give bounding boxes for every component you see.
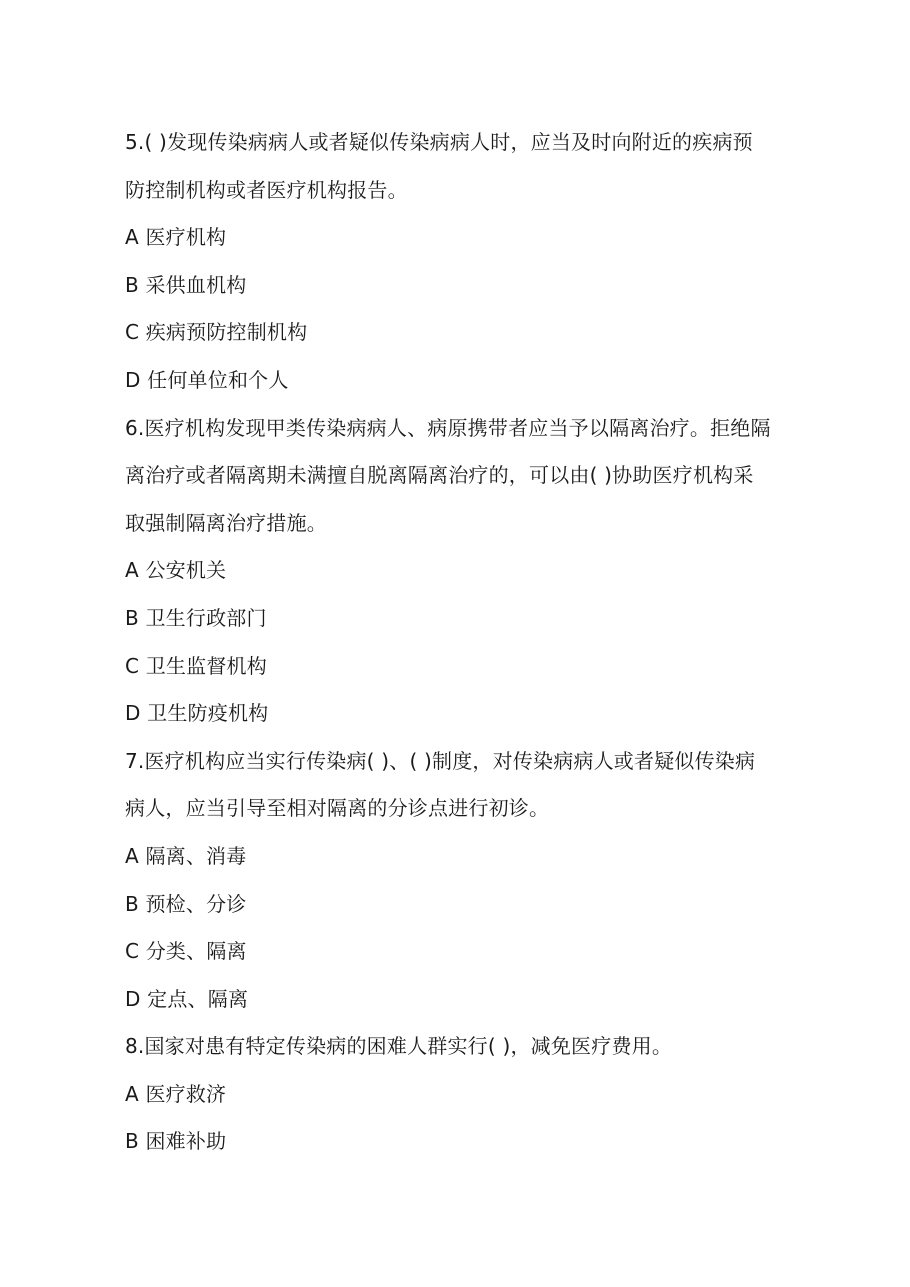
option-d: D 卫生防疫机构 — [125, 701, 269, 726]
option-b: B 卫生行政部门 — [125, 605, 267, 630]
question-text-line: 7.医疗机构应当实行传染病( )、( )制度，对传染病病人或者疑似传染病 — [125, 748, 756, 773]
option-c: C 疾病预防控制机构 — [125, 320, 308, 345]
question-text-line: 病人，应当引导至相对隔离的分诊点进行初诊。 — [125, 796, 550, 821]
document-page — [125, 119, 805, 1166]
option-b: B 困难补助 — [125, 1129, 227, 1154]
option-b: B 采供血机构 — [125, 272, 247, 297]
question-text-line: 6.医疗机构发现甲类传染病病人、病原携带者应当予以隔离治疗。拒绝隔 — [125, 415, 771, 440]
option-b: B 预检、分诊 — [125, 891, 247, 916]
question-text-line: 5.( )发现传染病病人或者疑似传染病病人时，应当及时向附近的疾病预 — [125, 130, 753, 154]
option-a: A 隔离、消毒 — [125, 843, 247, 868]
option-a: A 医疗救济 — [125, 1081, 227, 1106]
option-c: C 分类、隔离 — [125, 939, 247, 964]
option-d: D 任何单位和个人 — [125, 367, 289, 392]
option-a: A 公安机关 — [125, 558, 227, 583]
question-text-line: 防控制机构或者医疗机构报告。 — [125, 177, 408, 202]
question-text-line: 8.国家对患有特定传染病的困难人群实行( )，减免医疗费用。 — [125, 1034, 673, 1059]
question-6 — [125, 405, 805, 738]
question-text-line: 离治疗或者隔离期未满擅自脱离隔离治疗的，可以由( )协助医疗机构采 — [125, 463, 754, 488]
question-8 — [125, 1023, 805, 1166]
option-a: A 医疗机构 — [125, 225, 227, 250]
question-text-line: 取强制隔离治疗措施。 — [125, 510, 327, 535]
question-7 — [125, 738, 805, 1024]
question-5 — [125, 119, 805, 405]
option-c: C 卫生监督机构 — [125, 653, 267, 678]
option-d: D 定点、隔离 — [125, 986, 249, 1011]
